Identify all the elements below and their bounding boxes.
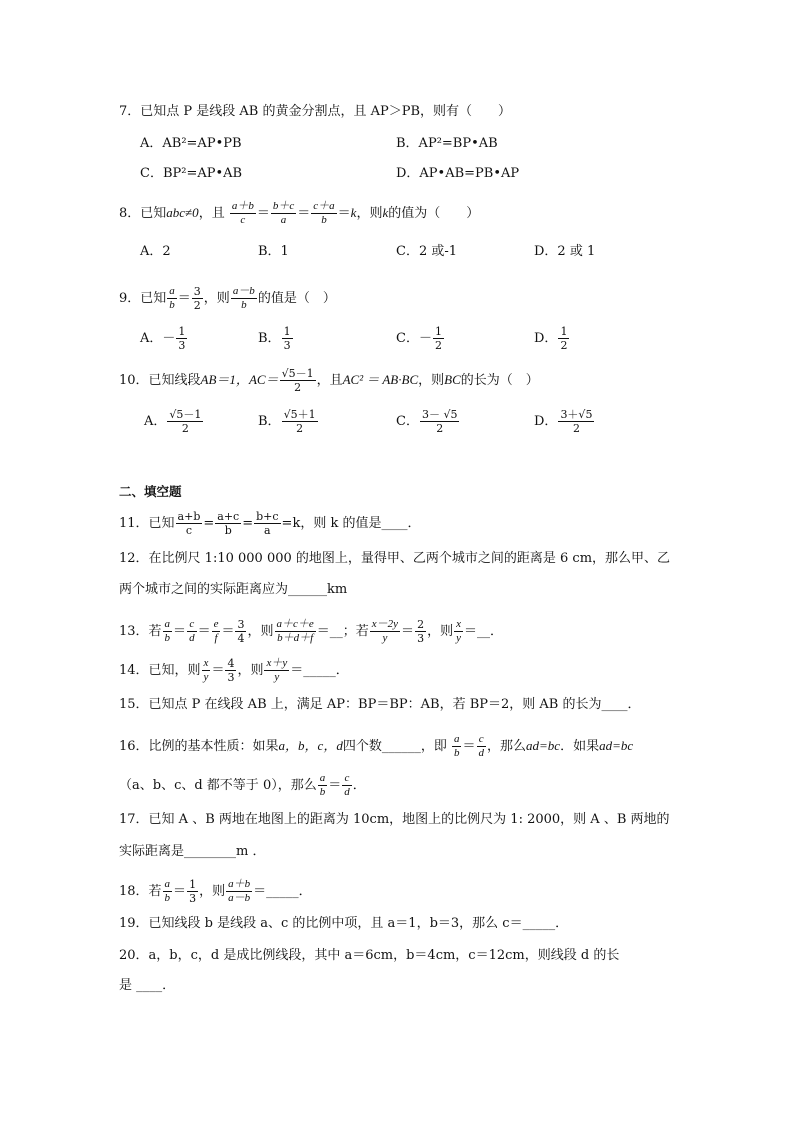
q12-line-2: 两个城市之间的实际距离应为______km xyxy=(119,582,348,597)
q8-fraction-2: $\frac{b+c}{a}$ xyxy=(272,200,295,226)
q11-stem: 11．已知 $\frac{a+b}{c}$ = $\frac{a+c}{b}$ = $\frac{b+c}{a}$ =k，则 k 的值是____． xyxy=(119,510,421,537)
q9-stem: 9．已知 $\frac{a}{b}$ ＝ $\frac{3}{2}$ ，则 $\frac{a-b}{b}$ 的值是（ ） xyxy=(119,285,336,312)
q9-option-a: A．－ $\frac{1}{3}$ xyxy=(140,325,186,352)
q9-option-c: C．－ $\frac{1}{2}$ xyxy=(396,325,442,352)
q13-stem: 13．若 $\frac{a}{b}$ ＝ $\frac{c}{d}$ ＝ $\frac{e}{f}$ ＝ $\frac{3}{4}$ ，则 $\frac{a+c+e}{b+d+f}$ ＝__；若 $\frac{x-2y}{y}$ ＝ $\frac{2}{3}$ ，则 $\frac{x}{y}$ ＝__． xyxy=(119,618,503,645)
q17-line-2: 实际距离是________m ． xyxy=(119,844,266,859)
q8-fraction-3: $\frac{c+a}{b}$ xyxy=(313,200,335,226)
q18-stem: 18．若 $\frac{a}{b}$ ＝ $\frac{1}{3}$ ，则 $\frac{a+b}{a-b}$ ＝_____． xyxy=(119,878,312,905)
q9-option-d: D． $\frac{1}{2}$ xyxy=(534,325,568,352)
q8-stem: 8．已知abc≠0，且 $\frac{a+b}{c}$ ＝ $\frac{b+c}{a}$ ＝ $\frac{c+a}{b}$ ＝k，则k的值为（ ） xyxy=(119,200,480,226)
q20-line-2: 是 ____． xyxy=(119,978,176,993)
q8-option-c: C．2 或-1 xyxy=(396,244,458,259)
q10-option-b: B． $\frac{√5+1}{2}$ xyxy=(258,408,316,435)
q8-option-b: B．1 xyxy=(258,244,289,259)
q12-line-1: 12．在比例尺 1:10 000 000 的地图上，量得甲、乙两个城市之间的距离是 6 cm，那么甲、乙 xyxy=(119,551,671,566)
q7-option-c: C．BP²=AP•AB xyxy=(140,166,243,181)
q9-option-b: B． $\frac{1}{3}$ xyxy=(258,325,291,352)
q20-line-1: 20．a，b，c，d 是成比例线段，其中 a＝6cm，b＝4cm，c＝12cm，则线段 d 的长 xyxy=(119,948,620,963)
q8-option-d: D．2 或 1 xyxy=(534,244,596,259)
q9-fraction-2: $\frac{3}{2}$ xyxy=(193,285,201,312)
q19-stem: 19．已知线段 b 是线段 a、c 的比例中项，且 a＝1，b＝3，那么 c＝_____． xyxy=(119,916,569,931)
q8-option-a: A．2 xyxy=(140,244,171,259)
q10-fraction: $\frac{√5-1}{2}$ xyxy=(281,367,314,394)
q7-option-d: D．AP•AB=PB•AP xyxy=(396,166,520,181)
q7-stem: 7．已知点 P 是线段 AB 的黄金分割点，且 AP＞PB，则有（ ） xyxy=(119,104,512,119)
q10-option-a: A． $\frac{√5-1}{2}$ xyxy=(144,408,202,435)
q10-option-d: D． $\frac{3+√5}{2}$ xyxy=(534,408,593,435)
q7-option-a: A．AB²=AP•PB xyxy=(140,136,242,151)
q16-line-2: （a、b、c、d 都不等于 0），那么 $\frac{a}{b}$ ＝ $\frac{c}{d}$ ． xyxy=(119,772,366,798)
q9-fraction-3: $\frac{a-b}{b}$ xyxy=(232,285,255,311)
q7-option-b: B．AP²=BP•AB xyxy=(396,136,498,151)
q10-option-c: C． $\frac{3- √5}{2}$ xyxy=(396,408,458,435)
q10-stem: 10．已知线段AB＝1，AC＝ $\frac{√5-1}{2}$ ，且AC² ＝ AB·BC，则BC的长为（ ） xyxy=(119,367,539,394)
q16-line-1: 16．比例的基本性质：如果a，b，c，d四个数______，即 $\frac{a}{b}$ ＝ $\frac{c}{d}$ ，那么ad=bc．如果ad=bc xyxy=(119,733,634,759)
q15-stem: 15．已知点 P 在线段 AB 上，满足 AP：BP＝BP：AB，若 BP＝2，则 AB 的长为____． xyxy=(119,697,641,712)
q17-line-1: 17．已知 A 、B 两地在地图上的距离为 10cm，地图上的比例尺为 1: 2000，则 A 、B 两地的 xyxy=(119,812,670,827)
q9-fraction-1: $\frac{a}{b}$ xyxy=(169,285,175,311)
q8-fraction-1: $\frac{a+b}{c}$ xyxy=(231,200,254,226)
section-heading-fill-in: 二、填空题 xyxy=(119,484,182,499)
q14-stem: 14．已知，则 $\frac{x}{y}$ ＝ $\frac{4}{3}$ ，则 $\frac{x+y}{y}$ ＝_____． xyxy=(119,657,349,684)
